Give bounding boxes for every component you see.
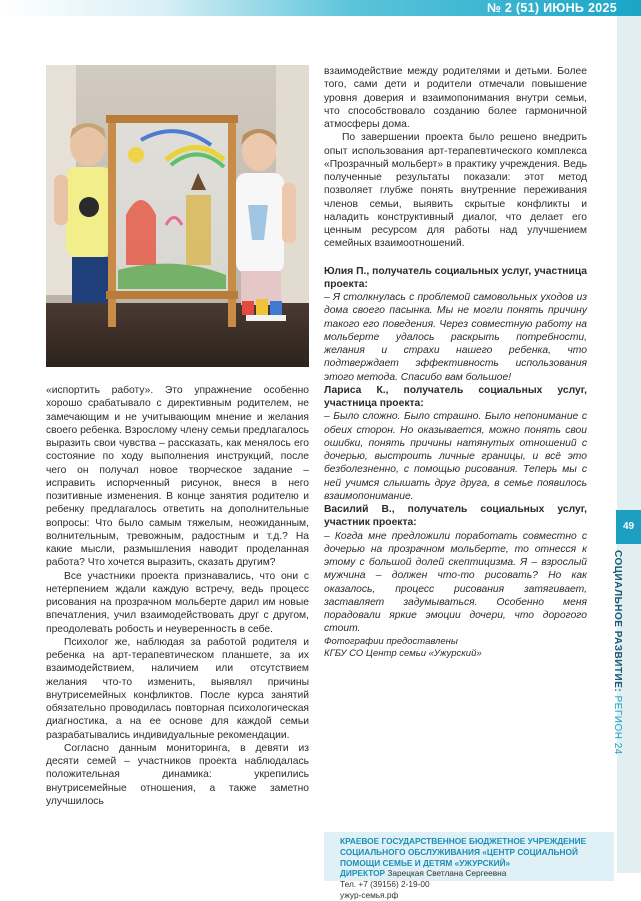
quote-author: Юлия П., получатель социальных услуг, участница проекта:	[324, 265, 587, 290]
magazine-title	[612, 550, 623, 755]
page-number: 49	[616, 510, 641, 544]
info-box-content	[340, 836, 600, 901]
paragraph: «испортить работу». Это упражнение особенно хорошо срабатывало с директивным родителем, не замечающим и не учитывающим мнение и желания своего ребенка. Взрослому члену семьи предлагалось выразить свои чувства – рассказать, как менялось его состояние по ходу выполнения инструкций, после чего он получал новое творческое задание – исправить испорченный рисунок, внеся в него позитивные изменения. В конце занятия родителю и ребенку предлагалось ответить на дополнительные вопросы: Что было самым тяжелым, неожиданным, волнительным, тревожным, радостным и т.д.? На какие мысли, размышления наводит проделанная работа? Что хочется выразить, сказать другим?	[46, 385, 309, 569]
phone: Тел. +7 (39156) 2-19-00	[340, 879, 430, 890]
quote-text: – Я столкнулась с проблемой самовольных уходов из дома своего пасынка. Мы не могли понять причину такого его поведения. Через совместную работу на мольберте удалось раскрыть потребности, желания и страхи нашего ребенка, что подтверждает эффективность использования этого метода. Спасибо вам большое!	[324, 292, 587, 383]
quote-text: – Когда мне предложили поработать совместно с дочерью на прозрачном мольберте, то отнесся к этому с большой долей скептицизма. Я – взрослый мужчина – должен что-то рисовать? Но как оказалось, процесс рисования затягивает, заставляет задумываться. Особенно меня порадовали яркие эмоции дочери, что дорогого стоит.	[324, 530, 587, 635]
paragraph: Психолог же, наблюдая за работой родителя и ребенка на арт-терапевтическом планшете, за их взаимодействием, наличием или отсутствием желания что-то изменить, выявлял причины внутрисемейных конфликтов. После курса занятий обязательно проводилась повторная психологическая диагностика, а на ее основе для каждой семьи разрабатывались индивидуальные рекомендации.	[46, 636, 309, 741]
photo-credit: Фотографии предоставлены	[324, 635, 458, 647]
org-name: КРАЕВОЕ ГОСУДАРСТВЕННОЕ БЮДЖЕТНОЕ УЧРЕЖДЕНИЕ СОЦИАЛЬНОГО ОБСЛУЖИВАНИЯ «ЦЕНТР СОЦИАЛЬНОЙ ПОМОЩИ СЕМЬЕ И ДЕТЯМ «УЖУРСКИЙ»	[340, 836, 587, 868]
paragraph: По завершении проекта было решено внедрить опыт использования арт-терапевтического комплекса «Прозрачный мольберт» в практику учреждения. Ведь полученные результаты показали: этот метод позволяет глубже понять внутренние переживания членов семьи, выявить скрытые конфликты и наладить конструктивный диалог, что делает его ценным ресурсом для работы над улучшением семейных взаимоотношений.	[324, 132, 587, 250]
paragraph: взаимодействие между родителями и детьми. Более того, сами дети и родители отмечали повышение уровня доверия и взаимопонимания внутри семьи, что способствовало созданию более гармоничной атмосферы дома.	[324, 66, 587, 130]
paragraph: Согласно данным мониторинга, в девяти из десяти семей – участников проекта наблюдалась положительная динамика: укрепились внутрисемейные отношения, а также заметно улучшилось	[46, 742, 309, 807]
quote-author: Василий В., получатель социальных услуг, участник проекта:	[324, 504, 587, 529]
right-column	[324, 65, 587, 660]
magazine-title-region: РЕГИОН 24	[612, 695, 623, 755]
paragraph: Все участники проекта признавались, что они с нетерпением ждали каждую встречу, ведь процесс рисования на прозрачном мольберте дарил им новые впечатления, учил взаимодействовать друг с другом, преодолевать робость и неуверенность в себе.	[46, 570, 309, 635]
photo-credit-org: КГБУ СО Центр семьи «Ужурский»	[324, 647, 482, 659]
director-label: ДИРЕКТОР	[340, 868, 386, 879]
director-name: Зарецкая Светлана Сергеевна	[387, 868, 507, 879]
article-photo	[46, 65, 309, 367]
left-column	[46, 384, 309, 808]
website: ужур-семья.рф	[340, 889, 399, 900]
quote-text: – Было сложно. Было страшно. Было непонимание с обеих сторон. Но оказывается, можно понять свои ошибки, понять причины натянутых отношений с дочерью, выстроить личные границы, и всё это безболезненно, с помощью рисования. Теперь мы с ней учимся слышать друг друга, в семье появилось взаимопонимание.	[324, 411, 587, 502]
director-line	[340, 868, 600, 879]
issue-label: № 2 (51) ИЮНЬ 2025	[486, 1, 617, 15]
quote-author: Лариса К., получатель социальных услуг, участница проекта:	[324, 384, 587, 409]
magazine-title-main: СОЦИАЛЬНОЕ РАЗВИТИЕ:	[612, 550, 623, 693]
photo-illustration	[46, 65, 309, 367]
